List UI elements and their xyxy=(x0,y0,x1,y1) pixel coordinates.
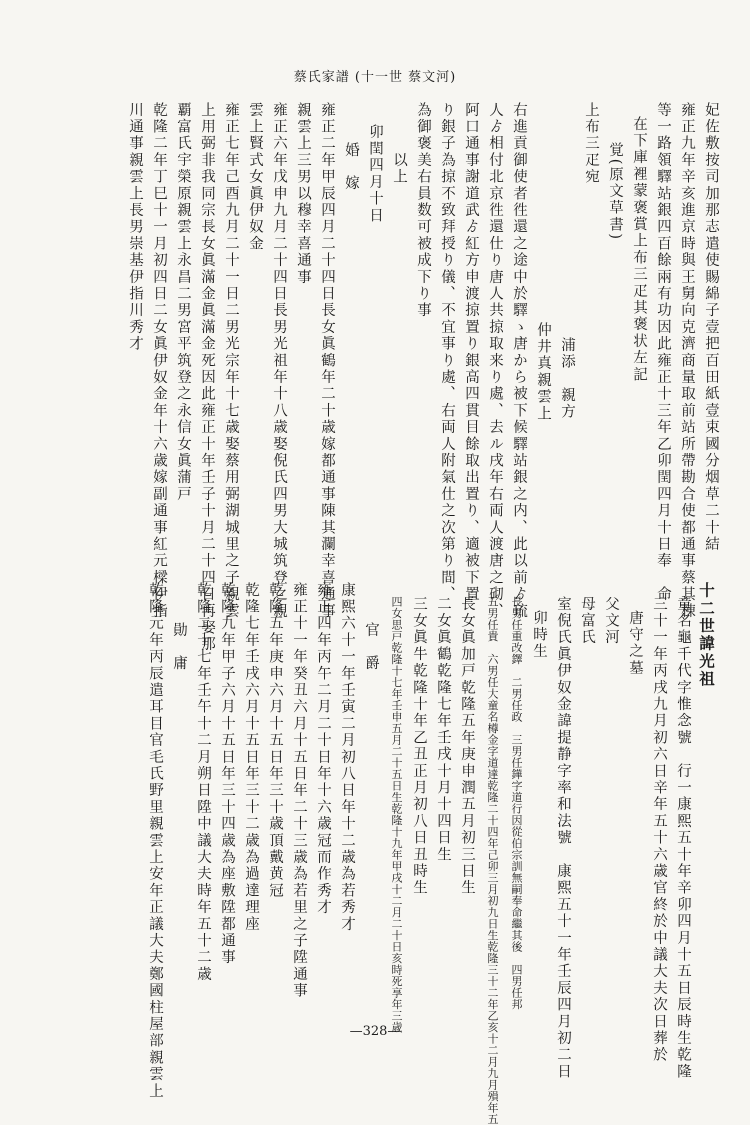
text-column: 仲井真親雲上 xyxy=(535,322,551,423)
text-column: 雍正六年戊申九月二十四日長男光祖年十八歳娶倪氏四男大城筑登之親 xyxy=(271,102,287,620)
text-column: 雍正二年甲辰四月二十四日長女眞鶴年二十歳嫁都通事陳其瀾幸喜通事 xyxy=(319,102,335,620)
text-column: 三十一年丙戌九月初六日辛年五十六歳官終於中議大夫次日葬於 xyxy=(651,596,667,1064)
page-number: —328— xyxy=(349,1024,401,1039)
text-column: 右進貢御使者徃還之途中於驛ゝ唐から被下候驛站銀之内、此以前ゟ琉 xyxy=(511,102,527,620)
text-column: 四女思戸乾隆十七年壬申五月二十五日生乾隆十九年甲戌十二月二十日亥時死享年三歳 xyxy=(390,596,403,1033)
text-column: 乾隆七年壬戌六月十五日年三十二歳為過達理座 xyxy=(243,582,259,933)
text-column: 川通事親雲上長男崇基伊指川秀才 xyxy=(127,102,143,353)
text-column: 婚 嫁 xyxy=(343,142,359,193)
text-column: 官 爵 xyxy=(363,622,379,673)
text-column: 乾隆五年庚申六月十五日年三十歳頂戴黄冠 xyxy=(267,582,283,900)
text-column: 乾隆九年甲子六月十五日年三十四歳為座敷陞都通事 xyxy=(219,582,235,967)
text-column: 人ゟ相付北京徃還仕り唐人共掠取来り處、去ル戌年右両人渡唐之砌、 xyxy=(487,102,503,620)
text-column: 妃佐敷按司加那志遣使賜綿子壹把百田紙壹束國分烟草二十結 xyxy=(703,102,719,553)
text-column: 長男任重改鐸 二男任政 三男任鏵字道行因從伯宗訓無嗣奉命繼其後 四男任邦 xyxy=(510,596,523,1010)
text-column: 室倪氏眞伊奴金諱提静字率和法號 康熙五十一年壬辰四月初二日 xyxy=(555,596,571,1081)
text-column: 二女眞鶴乾隆七年壬戌十月十四日生 xyxy=(435,596,451,864)
text-column: 唐守之墓 xyxy=(627,610,643,677)
text-column: 長女眞加戸乾隆五年庚申潤五月初三日生 xyxy=(459,596,475,897)
text-column: 阿口通事謝道武ゟ紅方申渡掠置り銀高四貫目餘取出置り、適被下置 xyxy=(463,102,479,603)
text-column: 乾隆二十七年壬午十二月朔日陞中議大夫時年五十二歳 xyxy=(195,582,211,983)
text-column: 三女眞牛乾隆十年乙丑正月初八日丑時生 xyxy=(411,596,427,897)
text-column: 卯時生 xyxy=(531,610,547,661)
text-column: 覚(原文草書) xyxy=(607,142,623,242)
text-column: 五男任貴 六男任大童名樽金字道達乾隆二十四年己卯三月初九日生乾隆三十二年乙亥十二月九月殞年五 xyxy=(486,596,499,1125)
text-column: 以上 xyxy=(391,152,407,186)
text-column: り銀子為掠不致拜授り儀、不宜事り處、右両人附氣仕之次第り間、 xyxy=(439,102,455,603)
text-column: 雲上賢式女眞伊奴金 xyxy=(247,102,263,253)
text-column: 雍正九年辛亥進京時與王舅向克濟商量取前站所帶勘合使都通事蔡其棟 xyxy=(679,102,695,620)
text-column: 雍正七年己酉九月二十一日二男光宗年十七歳娶蔡用弼湖城里之子親雲 xyxy=(223,102,239,620)
text-column: 親雲上三男以穆幸喜通事 xyxy=(295,102,311,286)
text-column: 母富氏 xyxy=(579,596,595,647)
text-column: 覇富氏宇榮原親雲上永昌二男宮平筑登之永信女眞蒲戸 xyxy=(175,102,191,503)
text-column: 雍正四年丙午二月二十日年十六歳冠而作秀才 xyxy=(315,582,331,916)
text-column: 上用弼非我同宗長女眞滿金眞滿金死因此雍正十年壬子十月二十四日再娶那 xyxy=(199,102,215,654)
text-column: 乾隆元年丙辰遣耳目官毛氏野里親雲上安年正議大夫鄭國柱屋部親雲上 xyxy=(147,582,163,1100)
text-column: 等一路領驛站銀四百餘兩有功因此雍正十三年乙卯閏四月十日奉 命 xyxy=(655,102,671,603)
text-column: 十二世諱光祖 xyxy=(697,582,716,689)
text-column: 雍正十一年癸丑六月十五日年二十三歳為若里之子陞通事 xyxy=(291,582,307,1000)
text-column: 浦添 親方 xyxy=(559,337,575,421)
text-column: 上布三疋宛 xyxy=(583,102,599,186)
text-column: 在下庫裡蒙褒賞上布三疋其褒状左記 xyxy=(631,116,647,384)
text-column: 父文河 xyxy=(603,596,619,647)
text-column: 康熙六十一年壬寅二月初八日年十二歳為若秀才 xyxy=(339,582,355,933)
text-column: 勛 庸 xyxy=(171,622,187,673)
text-column: 為御褒美右員数可被成下り事 xyxy=(415,102,431,320)
text-column: 乾隆二年丁巳十一月初四日二女眞伊奴金年十六歳嫁副通事紅元樑伊指 xyxy=(151,102,167,620)
page-header: 蔡氏家譜 (十一世 蔡文河) xyxy=(293,70,457,85)
text-column: 童名龜千代字惟念號 行一康熙五十年辛卯四月十五日辰時生乾隆 xyxy=(675,596,691,1081)
text-column: 卯閏四月十日 xyxy=(367,124,383,225)
